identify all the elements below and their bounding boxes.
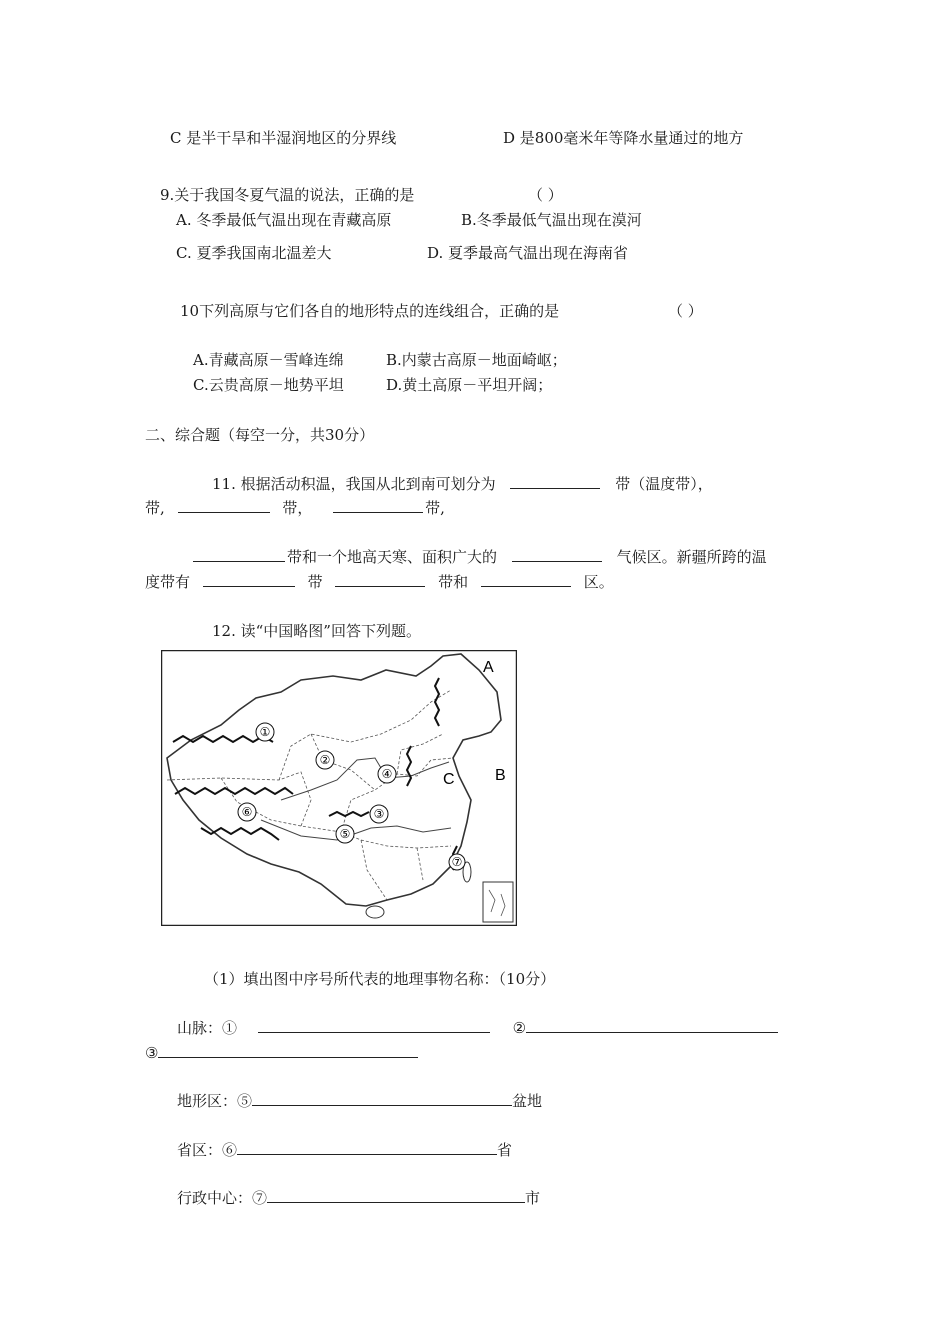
q10-option-b: B.内蒙古高原－地面崎岖； xyxy=(386,351,567,369)
admin-center-label: 行政中心：⑦ xyxy=(177,1189,268,1207)
map-label-c: C xyxy=(443,771,455,788)
province-suffix: 省 xyxy=(497,1141,513,1159)
q9-stem: 9.关于我国冬夏气温的说法，正确的是 xyxy=(160,186,415,204)
map-marker-4 xyxy=(378,765,396,783)
mountains-label: 山脉：① xyxy=(177,1019,238,1037)
map-marker-1-label: ① xyxy=(259,725,271,739)
q11-blank-6[interactable] xyxy=(203,572,295,587)
q10-option-d: D.黄土高原－平坦开阔； xyxy=(386,376,553,394)
section-2-heading: 二、综合题（每空一分，共30分） xyxy=(145,426,375,444)
map-marker-3-label: ③ xyxy=(373,807,385,821)
map-marker-2 xyxy=(316,751,334,769)
q11-text-9: 带 xyxy=(307,573,323,591)
admin-center-blank[interactable] xyxy=(267,1188,525,1203)
q8-option-d: D 是800毫米年等降水量通过的地方 xyxy=(503,129,744,147)
province-blank[interactable] xyxy=(237,1140,497,1155)
q11-line-4 xyxy=(145,572,614,592)
q10-answer-paren: （ ） xyxy=(668,302,703,320)
mountain-3-line xyxy=(145,1043,418,1063)
q9-option-d: D. 夏季最高气温出现在海南省 xyxy=(427,244,629,262)
q11-blank-1[interactable] xyxy=(510,474,600,489)
map-marker-5-label: ⑤ xyxy=(339,827,351,841)
landform-line xyxy=(177,1091,542,1111)
q11-text-11: 区。 xyxy=(583,573,614,591)
q11-blank-2[interactable] xyxy=(178,498,270,513)
mountain-3-blank[interactable] xyxy=(158,1043,418,1058)
mountain-2-blank[interactable] xyxy=(526,1018,778,1033)
q11-text-8: 度带有 xyxy=(145,573,191,591)
south-china-sea-inset xyxy=(483,882,513,922)
q11-blank-5[interactable] xyxy=(512,547,602,562)
map-frame xyxy=(162,651,517,926)
q11-text-2: 带（温度带）， xyxy=(615,475,713,493)
map-marker-3 xyxy=(370,805,388,823)
q8-option-c: C 是半干旱和半湿润地区的分界线 xyxy=(170,129,397,147)
province-line xyxy=(177,1140,512,1160)
landform-label: 地形区：⑤ xyxy=(177,1092,253,1110)
admin-center-suffix: 市 xyxy=(525,1189,541,1207)
q11-blank-8[interactable] xyxy=(481,572,571,587)
q11-text-7: 气候区。新疆所跨的温 xyxy=(616,548,767,566)
map-label-b: B xyxy=(495,767,506,784)
china-sketch-map xyxy=(161,650,517,926)
map-marker-1 xyxy=(256,723,274,741)
q11-line-1 xyxy=(212,474,713,494)
q9-option-a: A. 冬季最低气温出现在青藏高原 xyxy=(176,211,392,229)
landform-suffix: 盆地 xyxy=(512,1092,543,1110)
q11-text-3: 带, xyxy=(145,499,165,517)
q11-text-5: 带, xyxy=(425,499,445,517)
q11-line-3 xyxy=(193,547,767,567)
q11-text-1: 11. 根据活动积温，我国从北到南可划分为 xyxy=(212,475,496,493)
q11-text-6: 带和一个地高天寒、面积广大的 xyxy=(287,548,498,566)
q11-blank-7[interactable] xyxy=(335,572,425,587)
admin-center-line xyxy=(177,1188,540,1208)
q9-option-b: B.冬季最低气温出现在漠河 xyxy=(461,211,642,229)
q11-blank-3[interactable] xyxy=(333,498,423,513)
q11-blank-4[interactable] xyxy=(193,547,285,562)
province-label: 省区：⑥ xyxy=(177,1141,238,1159)
map-marker-7-label: ⑦ xyxy=(451,855,463,869)
q10-stem: 10下列高原与它们各自的地形特点的连线组合，正确的是 xyxy=(180,302,560,320)
map-marker-5 xyxy=(336,825,354,843)
mountain-1-blank[interactable] xyxy=(258,1018,490,1033)
map-marker-6 xyxy=(238,803,256,821)
q10-option-c: C.云贵高原－地势平坦 xyxy=(193,376,344,394)
landform-blank[interactable] xyxy=(252,1091,512,1106)
q11-line-2 xyxy=(145,498,445,518)
q12-stem: 12. 读“中国略图”回答下列题。 xyxy=(212,622,421,640)
map-marker-2-label: ② xyxy=(319,753,331,767)
q10-option-a: A.青藏高原－雪峰连绵 xyxy=(193,351,344,369)
map-marker-7 xyxy=(449,854,465,870)
mountains-line xyxy=(177,1018,778,1038)
q9-option-c: C. 夏季我国南北温差大 xyxy=(176,244,332,262)
map-marker-6-label: ⑥ xyxy=(241,805,253,819)
q12-sub1: （1）填出图中序号所代表的地理事物名称：（10分） xyxy=(204,970,556,988)
q11-text-10: 带和 xyxy=(438,573,469,591)
map-label-a: A xyxy=(483,659,494,676)
mountain-2-label: ② xyxy=(512,1019,527,1037)
mountain-3-label: ③ xyxy=(145,1044,159,1062)
q11-text-4: 带， xyxy=(282,499,313,517)
q9-answer-paren: （ ） xyxy=(528,186,563,204)
map-marker-4-label: ④ xyxy=(381,767,393,781)
